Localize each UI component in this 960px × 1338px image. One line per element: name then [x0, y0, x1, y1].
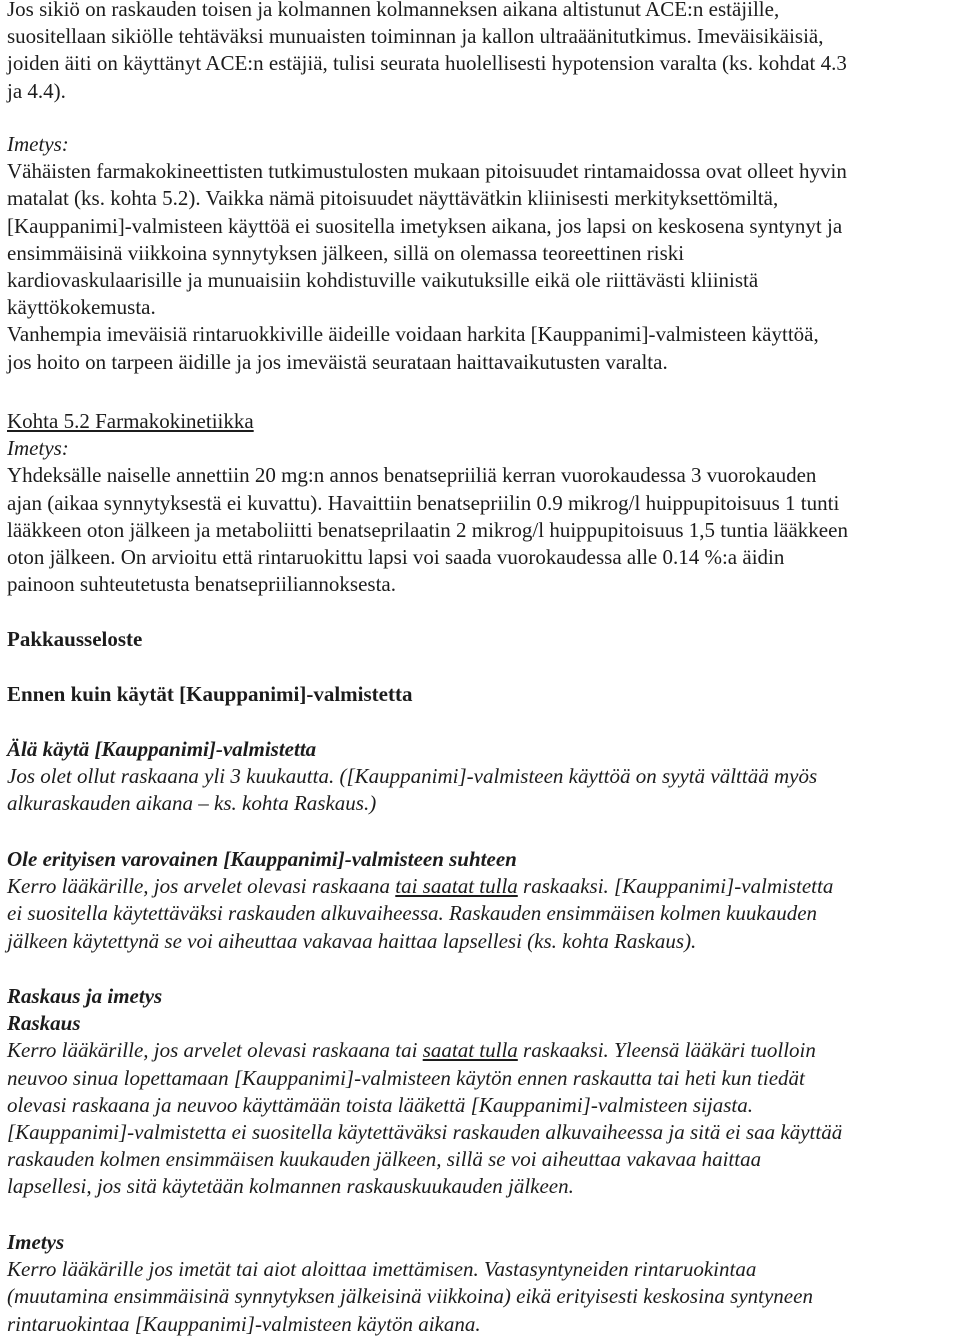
do-not-use-section: [7, 736, 953, 818]
text-line: käyttökokemusta.: [7, 295, 156, 320]
text-line: lääkkeen oton jälkeen ja metaboliitti benatseprilaatin 2 mikrog/l huippupitoisuus 1,5 tuntia lääkkeen: [7, 517, 848, 542]
text-line: Yhdeksälle naiselle annettiin 20 mg:n annos benatsepriiliä kerran vuorokaudessa 3 vuorokauden: [7, 463, 817, 488]
text-line: Vähäisten farmakokineettisten tutkimustulosten mukaan pitoisuudet rintamaidossa ovat olleet hyvin: [7, 159, 847, 184]
text-line: Kerro lääkärille jos imetät tai aiot aloittaa imettämisen. Vastasyntyneiden rintaruokintaa: [7, 1257, 757, 1282]
text-line: [7, 1037, 953, 1064]
text-line: ja 4.4).: [7, 78, 66, 103]
text-line: rintaruokintaa [Kauppanimi]-valmisteen käytön aikana.: [7, 1311, 481, 1336]
breastfeeding-section: [7, 131, 953, 376]
section-heading: Ennen kuin käytät [Kauppanimi]-valmistetta: [7, 682, 413, 706]
text-line: olevasi raskaana ja neuvoo käyttämään toista lääkettä [Kauppanimi]-valmisteen sijasta.: [7, 1092, 754, 1117]
text-line: Vanhempia imeväisiä rintaruokkiville äideille voidaan harkita [Kauppanimi]-valmisteen käyttöä,: [7, 322, 819, 347]
before-use-heading: [7, 681, 953, 708]
text-line: [Kauppanimi]-valmistetta ei suositella käytettäväksi raskauden alkuvaiheessa ja sitä ei saa käyttää: [7, 1120, 843, 1145]
text-line: alkuraskauden aikana – ks. kohta Raskaus.): [7, 791, 377, 816]
text-line: jälkeen käytettynä se voi aiheuttaa vakavaa haittaa lapsellesi (ks. kohta Raskaus).: [7, 928, 697, 953]
text-line: raskauden kolmen ensimmäisen kuukauden jälkeen, sillä se voi aiheuttaa vakavaa haittaa: [7, 1147, 762, 1172]
text-line: ajan (aikaa synnytyksestä ei kuvattu). Havaittiin benatsepriilin 0.9 mikrog/l huippupitoisuus 1 tunti: [7, 490, 840, 515]
section-heading: Ole erityisen varovainen [Kauppanimi]-valmisteen suhteen: [7, 847, 517, 871]
pregnancy-paragraph: [7, 0, 953, 105]
section-heading: Imetys: [7, 1230, 65, 1254]
underlined-text: saatat tulla: [422, 1038, 518, 1063]
section-subheading: Raskaus: [7, 1011, 81, 1036]
text-line: ei suositella käytettäväksi raskauden alkuvaiheessa. Raskauden ensimmäisen kolmen kuukauden: [7, 901, 818, 926]
text-line: oton jälkeen. On arvioitu että rintaruokittu lapsi voi saada vuorokaudessa alle 0.14 %:a äidin: [7, 545, 785, 570]
text-fragment: raskaaksi. [Kauppanimi]-valmistetta: [517, 874, 834, 899]
text-line: lapsellesi, jos sitä käytetään kolmannen raskauskuukauden jälkeen.: [7, 1174, 574, 1199]
section-heading: Imetys:: [7, 132, 69, 156]
text-fragment: Kerro lääkärille, jos arvelet olevasi raskaana tai: [7, 1038, 423, 1063]
take-special-care-section: [7, 846, 953, 955]
text-fragment: Kerro lääkärille, jos arvelet olevasi raskaana: [7, 874, 396, 899]
section-heading: Kohta 5.2 Farmakokinetiikka: [7, 409, 254, 433]
text-line: [Kauppanimi]-valmisteen käyttöä ei suositella imetyksen aikana, jos lapsi on keskosena syntynyt ja: [7, 213, 843, 238]
text-line: ensimmäisinä viikkoina synnytyksen jälkeen, sillä on olemassa teoreettinen riski: [7, 240, 685, 265]
text-fragment: raskaaksi. Yleensä lääkäri tuolloin: [517, 1038, 816, 1063]
section-subheading: Imetys:: [7, 436, 69, 461]
text-line: neuvoo sinua lopettamaan [Kauppanimi]-valmisteen käytön ennen raskautta tai heti kun tiedät: [7, 1065, 805, 1090]
pregnancy-breastfeeding-section: [7, 983, 953, 1201]
package-leaflet-heading: [7, 626, 953, 653]
text-line: joiden äiti on käyttänyt ACE:n estäjiä, tulisi seurata huolellisesti hypotension varalta (ks. kohdat 4.3: [7, 51, 847, 76]
section-heading: Raskaus ja imetys: [7, 984, 163, 1008]
text-line: painoon suhteutetusta benatsepriiliannoksesta.: [7, 572, 396, 597]
breastfeeding-leaflet-section: [7, 1229, 953, 1338]
section-heading: Älä käytä [Kauppanimi]-valmistetta: [7, 737, 317, 761]
underlined-text: tai saatat tulla: [395, 874, 518, 899]
text-line: suositellaan sikiölle tehtäväksi munuaisten toiminnan ja kallon ultraäänitutkimus. Imeväisikäisiä,: [7, 24, 824, 49]
text-line: kardiovaskulaarisille ja munuaisiin kohdistuville vaikutuksille eikä ole riittävästi kliinistä: [7, 268, 759, 293]
section-heading: Pakkausseloste: [7, 627, 143, 651]
text-line: Jos sikiö on raskauden toisen ja kolmannen kolmanneksen aikana altistunut ACE:n estäjille,: [7, 0, 780, 21]
text-line: matalat (ks. kohta 5.2). Vaikka nämä pitoisuudet näyttävätkin kliinisesti merkityksettömiltä,: [7, 186, 779, 211]
text-line: (muutamina ensimmäisinä synnytyksen jälkeisinä viikkoina) eikä erityisesti keskosina syntyneen: [7, 1284, 813, 1309]
text-line: Jos olet ollut raskaana yli 3 kuukautta. ([Kauppanimi]-valmisteen käyttöä on syytä välttää myös: [7, 764, 818, 789]
text-line: jos hoito on tarpeen äidille ja jos imeväistä seurataan haittavaikutusten varalta.: [7, 349, 668, 374]
text-line: [7, 873, 953, 900]
pharmacokinetics-section: [7, 408, 953, 598]
